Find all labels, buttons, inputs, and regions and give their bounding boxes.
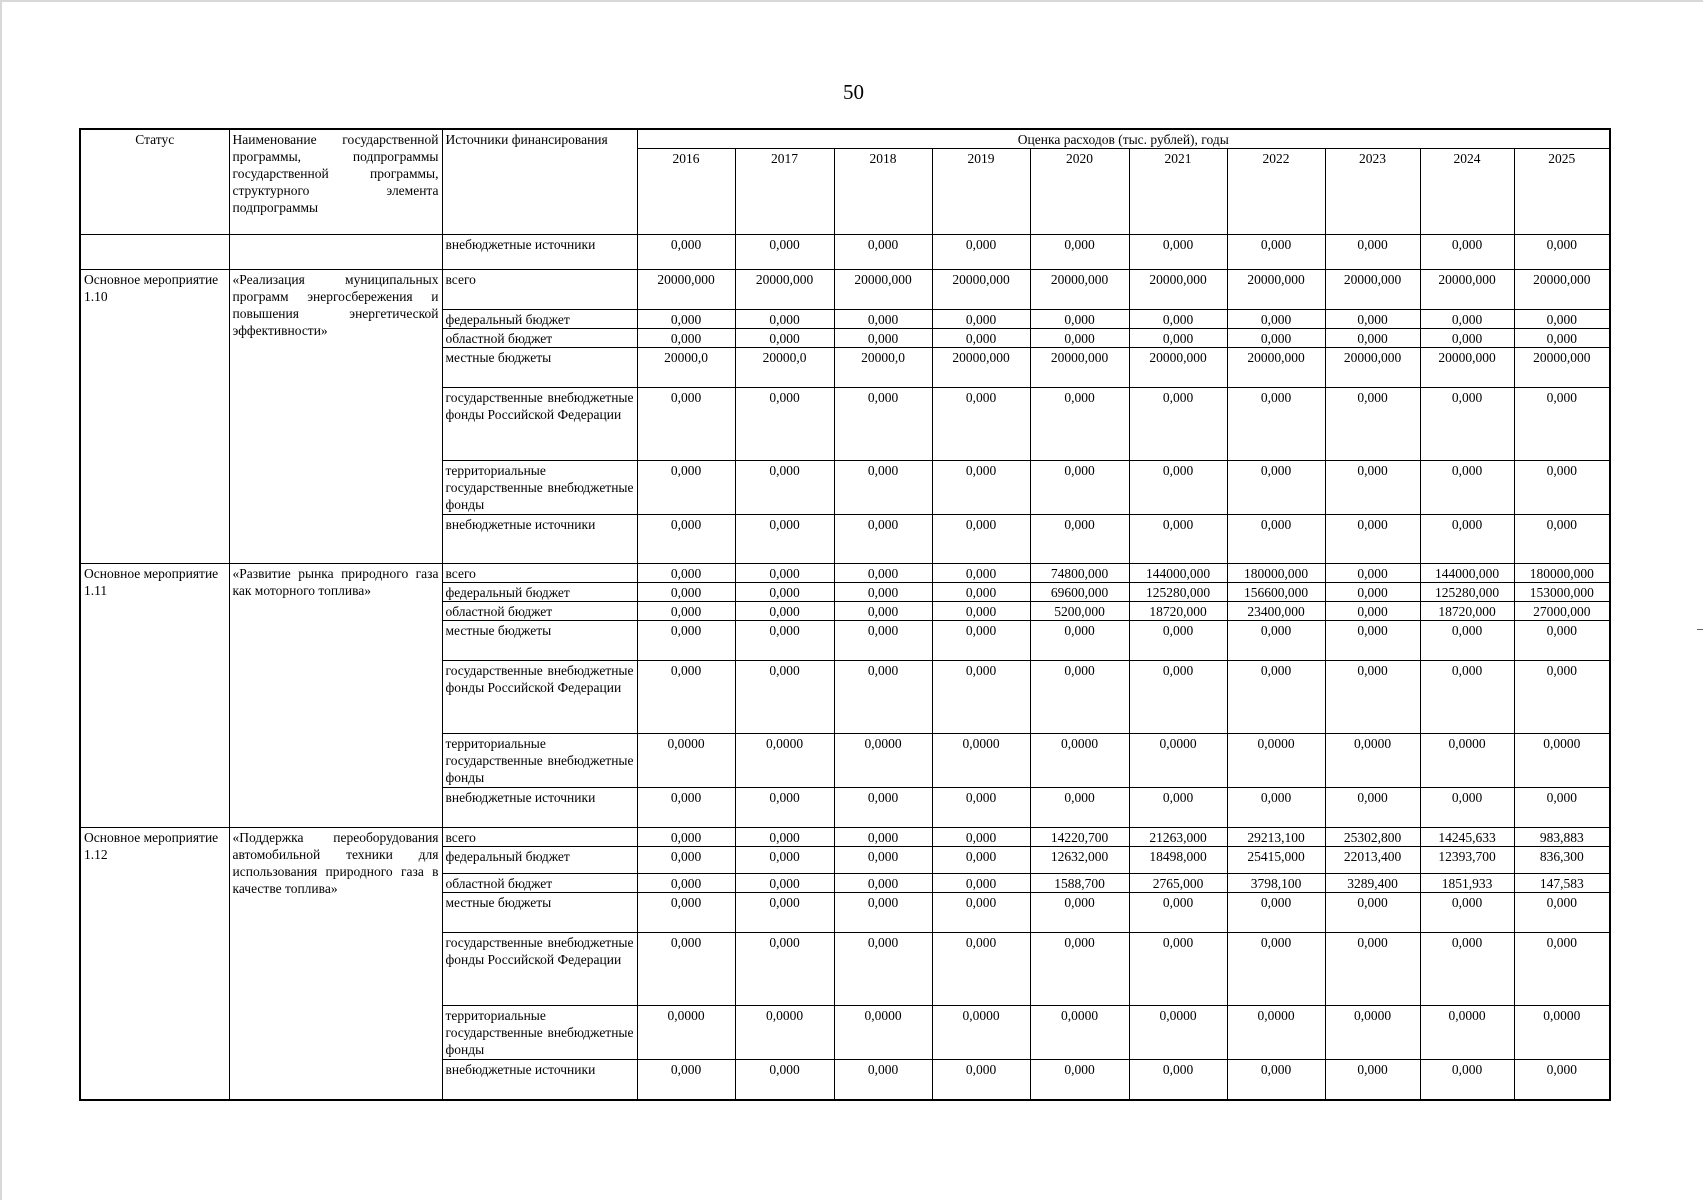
value-cell: 20000,000 [1514,348,1610,388]
source-cell: государственные внебюджетные фонды Российской Федерации [442,933,637,1006]
value-cell: 0,0000 [932,1006,1030,1060]
value-cell: 20000,000 [1420,270,1514,310]
value-cell: 0,000 [637,621,735,661]
source-cell: всего [442,564,637,583]
value-cell: 14220,700 [1030,828,1129,847]
value-cell: 0,0000 [1514,1006,1610,1060]
value-cell: 0,0000 [1030,734,1129,788]
value-cell: 0,000 [1420,788,1514,828]
value-cell: 0,000 [1420,310,1514,329]
value-cell: 180000,000 [1514,564,1610,583]
value-cell: 0,000 [1514,310,1610,329]
value-cell: 0,000 [735,1060,834,1100]
source-cell: внебюджетные источники [442,515,637,564]
value-cell: 20000,000 [735,270,834,310]
value-cell: 0,000 [1129,329,1227,348]
value-cell: 0,000 [1325,933,1420,1006]
value-cell: 0,000 [1325,329,1420,348]
program-cell: «Развитие рынка природного газа как моторного топлива» [229,564,442,828]
value-cell: 20000,000 [932,270,1030,310]
value-cell: 0,000 [1420,388,1514,461]
source-cell: федеральный бюджет [442,310,637,329]
value-cell: 0,000 [1420,235,1514,270]
value-cell: 20000,000 [637,270,735,310]
value-cell: 0,0000 [1514,734,1610,788]
value-cell: 0,000 [834,621,932,661]
value-cell: 0,000 [735,329,834,348]
value-cell: 29213,100 [1227,828,1325,847]
value-cell: 0,000 [735,583,834,602]
value-cell: 0,000 [735,621,834,661]
value-cell: 0,000 [637,1060,735,1100]
value-cell: 0,000 [932,564,1030,583]
year-header: 2019 [932,149,1030,235]
source-cell: федеральный бюджет [442,583,637,602]
value-cell: 20000,000 [1325,348,1420,388]
value-cell: 0,000 [637,461,735,515]
value-cell: 0,000 [1420,329,1514,348]
value-cell: 0,000 [1030,235,1129,270]
program-header: Наименование государственной программы, подпрограммы государственной программы, структурного элемента подпрограммы [229,129,442,235]
value-cell: 0,000 [932,661,1030,734]
value-cell: 0,000 [1227,461,1325,515]
value-cell: 0,000 [932,788,1030,828]
value-cell: 0,000 [637,788,735,828]
value-cell: 18720,000 [1420,602,1514,621]
source-cell: государственные внебюджетные фонды Российской Федерации [442,388,637,461]
value-cell: 20000,000 [834,270,932,310]
value-cell: 147,583 [1514,874,1610,893]
value-cell: 0,0000 [637,1006,735,1060]
year-header: 2023 [1325,149,1420,235]
year-header: 2024 [1420,149,1514,235]
value-cell: 0,0000 [1030,1006,1129,1060]
value-cell: 0,000 [1129,661,1227,734]
value-cell: 0,000 [735,515,834,564]
value-cell: 0,000 [1030,461,1129,515]
source-cell: внебюджетные источники [442,1060,637,1100]
value-cell: 18720,000 [1129,602,1227,621]
value-cell: 0,000 [1227,329,1325,348]
source-cell: местные бюджеты [442,348,637,388]
value-cell: 0,000 [637,388,735,461]
value-cell: 0,000 [637,661,735,734]
value-cell: 0,000 [1030,515,1129,564]
value-cell: 1588,700 [1030,874,1129,893]
value-cell: 0,000 [834,564,932,583]
value-cell: 0,000 [932,1060,1030,1100]
value-cell: 0,000 [1325,235,1420,270]
value-cell: 0,000 [1325,564,1420,583]
value-cell: 836,300 [1514,847,1610,874]
value-cell: 0,000 [932,933,1030,1006]
value-cell: 0,000 [1129,893,1227,933]
value-cell: 0,000 [1514,329,1610,348]
value-cell: 23400,000 [1227,602,1325,621]
year-header: 2025 [1514,149,1610,235]
value-cell: 0,000 [735,893,834,933]
value-cell: 5200,000 [1030,602,1129,621]
value-cell: 0,000 [834,583,932,602]
value-cell: 0,000 [1227,310,1325,329]
value-cell: 0,000 [1227,788,1325,828]
source-header: Источники финансирования [442,129,637,235]
value-cell: 0,000 [1030,621,1129,661]
value-cell: 0,000 [1325,893,1420,933]
value-cell: 0,000 [1030,788,1129,828]
source-cell: областной бюджет [442,874,637,893]
value-cell: 12632,000 [1030,847,1129,874]
source-cell: территориальные государственные внебюджетные фонды [442,734,637,788]
value-cell: 0,000 [1325,788,1420,828]
value-cell: 0,000 [932,602,1030,621]
source-cell: местные бюджеты [442,621,637,661]
year-header: 2017 [735,149,834,235]
value-cell: 0,000 [1514,933,1610,1006]
value-cell: 0,000 [637,583,735,602]
value-cell: 0,000 [735,235,834,270]
budget-table [79,128,1611,1101]
value-cell: 0,000 [1325,602,1420,621]
value-cell: 0,000 [637,310,735,329]
value-cell: 0,000 [834,847,932,874]
value-cell: 0,000 [1227,893,1325,933]
value-cell: 0,000 [932,388,1030,461]
status-cell [80,235,229,270]
value-cell: 0,000 [735,661,834,734]
value-cell: 0,0000 [1420,734,1514,788]
value-cell: 0,000 [1325,388,1420,461]
value-cell: 20000,000 [1030,270,1129,310]
value-cell: 0,000 [1514,235,1610,270]
source-cell: федеральный бюджет [442,847,637,874]
value-cell: 0,000 [1227,1060,1325,1100]
value-cell: 0,000 [1420,933,1514,1006]
value-cell: 0,000 [1227,621,1325,661]
value-cell: 0,000 [1325,515,1420,564]
value-cell: 0,000 [1514,461,1610,515]
value-cell: 0,000 [1129,1060,1227,1100]
value-cell: 0,000 [1514,515,1610,564]
value-cell: 0,000 [637,847,735,874]
value-cell: 20000,000 [1420,348,1514,388]
value-cell: 0,000 [1325,661,1420,734]
value-cell: 0,000 [1514,661,1610,734]
value-cell: 20000,000 [1227,270,1325,310]
value-cell: 0,000 [932,461,1030,515]
source-cell: областной бюджет [442,329,637,348]
value-cell: 0,000 [834,515,932,564]
page-number: 50 [843,80,864,104]
value-cell: 3289,400 [1325,874,1420,893]
value-cell: 0,000 [735,388,834,461]
value-cell: 2765,000 [1129,874,1227,893]
value-cell: 25302,800 [1325,828,1420,847]
value-cell: 144000,000 [1129,564,1227,583]
program-cell [229,235,442,270]
value-cell: 0,000 [834,602,932,621]
value-cell: 0,000 [637,235,735,270]
value-cell: 27000,000 [1514,602,1610,621]
value-cell: 0,000 [1514,893,1610,933]
source-cell: территориальные государственные внебюджетные фонды [442,461,637,515]
value-cell: 0,000 [1129,388,1227,461]
year-header: 2018 [834,149,932,235]
value-cell: 983,883 [1514,828,1610,847]
value-cell: 69600,000 [1030,583,1129,602]
value-cell: 0,000 [1325,310,1420,329]
value-cell: 0,0000 [637,734,735,788]
value-cell: 0,000 [1129,515,1227,564]
value-cell: 0,000 [932,329,1030,348]
value-cell: 0,0000 [1129,1006,1227,1060]
value-cell: 0,000 [932,515,1030,564]
value-cell: 20000,000 [1325,270,1420,310]
value-cell: 0,000 [1325,461,1420,515]
value-cell: 1851,933 [1420,874,1514,893]
value-cell: 0,000 [1325,621,1420,661]
value-cell: 0,000 [1325,583,1420,602]
value-cell: 20000,0 [834,348,932,388]
value-cell: 0,0000 [735,734,834,788]
year-header: 2020 [1030,149,1129,235]
value-cell: 0,0000 [1227,734,1325,788]
value-cell: 0,000 [834,310,932,329]
value-cell: 0,000 [1129,310,1227,329]
value-cell: 0,000 [834,893,932,933]
value-cell: 0,0000 [1325,734,1420,788]
value-cell: 20000,0 [637,348,735,388]
value-cell: 0,000 [1129,461,1227,515]
value-cell: 0,000 [1514,388,1610,461]
value-cell: 0,000 [932,828,1030,847]
value-cell: 12393,700 [1420,847,1514,874]
value-cell: 0,000 [932,874,1030,893]
value-cell: 18498,000 [1129,847,1227,874]
value-cell: 3798,100 [1227,874,1325,893]
value-cell: 20000,000 [1514,270,1610,310]
value-cell: 0,000 [735,788,834,828]
value-cell: 0,000 [1420,661,1514,734]
expenses-header: Оценка расходов (тыс. рублей), годы [637,129,1610,149]
value-cell: 22013,400 [1325,847,1420,874]
value-cell: 20000,000 [1129,270,1227,310]
value-cell: 0,000 [735,847,834,874]
year-header: 2016 [637,149,735,235]
value-cell: 20000,000 [1227,348,1325,388]
source-cell: областной бюджет [442,602,637,621]
value-cell: 0,000 [834,329,932,348]
value-cell: 0,000 [1227,661,1325,734]
value-cell: 0,000 [932,235,1030,270]
value-cell: 0,000 [932,847,1030,874]
value-cell: 0,000 [1325,1060,1420,1100]
value-cell: 0,000 [1420,1060,1514,1100]
value-cell: 0,000 [1420,515,1514,564]
value-cell: 0,0000 [735,1006,834,1060]
value-cell: 0,000 [834,874,932,893]
value-cell: 125280,000 [1129,583,1227,602]
value-cell: 156600,000 [1227,583,1325,602]
value-cell: 0,000 [1030,310,1129,329]
source-cell: внебюджетные источники [442,788,637,828]
value-cell: 0,000 [932,893,1030,933]
source-cell: всего [442,270,637,310]
value-cell: 0,0000 [834,734,932,788]
value-cell: 0,000 [735,310,834,329]
value-cell: 0,000 [834,1060,932,1100]
value-cell: 0,000 [834,388,932,461]
value-cell: 14245,633 [1420,828,1514,847]
value-cell: 21263,000 [1129,828,1227,847]
value-cell: 0,000 [834,828,932,847]
value-cell: 0,000 [637,828,735,847]
value-cell: 0,000 [637,602,735,621]
value-cell: 0,000 [1227,933,1325,1006]
value-cell: 0,000 [932,310,1030,329]
value-cell: 0,000 [834,235,932,270]
program-cell: «Поддержка переоборудования автомобильной техники для использования природного газа в качестве топлива» [229,828,442,1100]
value-cell: 0,0000 [1420,1006,1514,1060]
source-cell: местные бюджеты [442,893,637,933]
value-cell: 0,000 [1129,621,1227,661]
value-cell: 0,0000 [834,1006,932,1060]
year-header: 2022 [1227,149,1325,235]
value-cell: 0,000 [735,933,834,1006]
value-cell: 0,000 [932,583,1030,602]
scan-edge-mark [1697,629,1703,630]
source-cell: территориальные государственные внебюджетные фонды [442,1006,637,1060]
value-cell: 0,000 [1227,515,1325,564]
value-cell: 0,000 [834,788,932,828]
value-cell: 0,000 [1129,235,1227,270]
value-cell: 0,0000 [1325,1006,1420,1060]
value-cell: 0,000 [834,461,932,515]
value-cell: 0,000 [637,893,735,933]
value-cell: 0,000 [1030,1060,1129,1100]
value-cell: 0,000 [637,933,735,1006]
status-cell: Основное мероприятие 1.11 [80,564,229,828]
source-cell: внебюджетные источники [442,235,637,270]
value-cell: 0,0000 [1227,1006,1325,1060]
value-cell: 0,000 [735,461,834,515]
value-cell: 0,000 [834,661,932,734]
value-cell: 20000,000 [1129,348,1227,388]
value-cell: 0,000 [1420,461,1514,515]
value-cell: 0,0000 [1129,734,1227,788]
value-cell: 0,000 [1129,788,1227,828]
source-row [80,564,1610,583]
value-cell: 0,000 [1030,388,1129,461]
program-cell: «Реализация муниципальных программ энергосбережения и повышения энергетической эффективности» [229,270,442,564]
value-cell: 0,000 [1030,661,1129,734]
value-cell: 0,000 [637,874,735,893]
value-cell: 0,000 [932,621,1030,661]
header-row [80,129,1610,149]
value-cell: 0,0000 [932,734,1030,788]
value-cell: 0,000 [735,828,834,847]
value-cell: 180000,000 [1227,564,1325,583]
year-header: 2021 [1129,149,1227,235]
value-cell: 0,000 [834,933,932,1006]
source-cell: всего [442,828,637,847]
value-cell: 0,000 [735,602,834,621]
status-cell: Основное мероприятие 1.10 [80,270,229,564]
value-cell: 0,000 [1227,388,1325,461]
value-cell: 0,000 [1514,621,1610,661]
value-cell: 0,000 [1129,933,1227,1006]
value-cell: 0,000 [637,329,735,348]
value-cell: 0,000 [1514,1060,1610,1100]
value-cell: 20000,000 [1030,348,1129,388]
value-cell: 144000,000 [1420,564,1514,583]
continued-row [80,235,1610,270]
value-cell: 20000,0 [735,348,834,388]
value-cell: 0,000 [1514,788,1610,828]
source-row [80,270,1610,310]
value-cell: 0,000 [1420,621,1514,661]
value-cell: 125280,000 [1420,583,1514,602]
value-cell: 0,000 [637,564,735,583]
value-cell: 0,000 [1030,893,1129,933]
value-cell: 0,000 [1030,933,1129,1006]
source-cell: государственные внебюджетные фонды Российской Федерации [442,661,637,734]
status-header: Статус [80,129,229,235]
value-cell: 74800,000 [1030,564,1129,583]
value-cell: 0,000 [1030,329,1129,348]
value-cell: 25415,000 [1227,847,1325,874]
status-cell: Основное мероприятие 1.12 [80,828,229,1100]
source-row [80,828,1610,847]
value-cell: 0,000 [735,564,834,583]
value-cell: 0,000 [735,874,834,893]
value-cell: 0,000 [1420,893,1514,933]
value-cell: 0,000 [1227,235,1325,270]
value-cell: 153000,000 [1514,583,1610,602]
value-cell: 0,000 [637,515,735,564]
value-cell: 20000,000 [932,348,1030,388]
